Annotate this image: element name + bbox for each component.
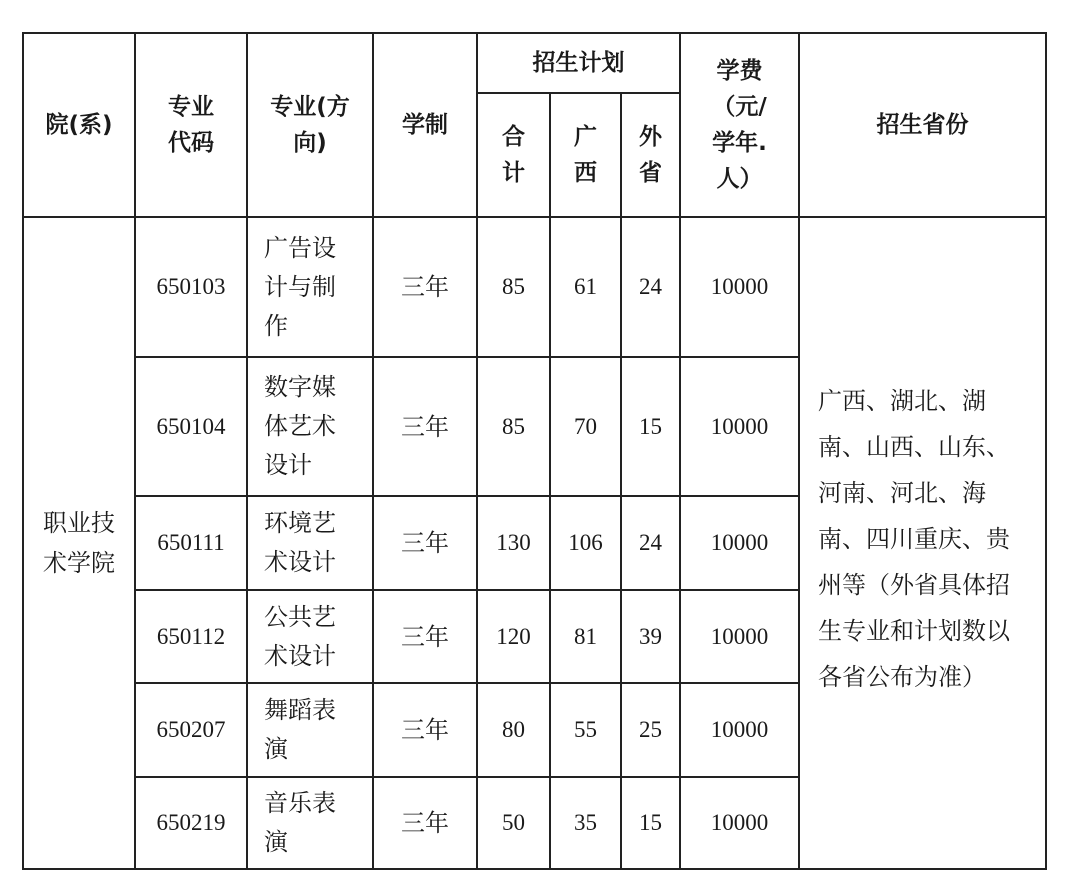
total-cell: 80 [477, 683, 550, 777]
header-duration: 学制 [373, 33, 477, 217]
major-cell: 广告设计与制作 [247, 217, 373, 357]
duration-cell: 三年 [373, 683, 477, 777]
provinces-cell: 广西、湖北、湖南、山西、山东、河南、河北、海南、四川重庆、贵州等（外省具体招生专业和计划数以各省公布为准） [799, 217, 1046, 869]
other-cell: 15 [621, 357, 680, 496]
header-row-1 [23, 33, 1046, 93]
header-dept: 院(系) [23, 33, 135, 217]
duration-cell: 三年 [373, 496, 477, 590]
fee-cell: 10000 [680, 683, 799, 777]
fee-cell: 10000 [680, 590, 799, 683]
major-cell: 舞蹈表演 [247, 683, 373, 777]
duration-cell: 三年 [373, 357, 477, 496]
total-cell: 130 [477, 496, 550, 590]
duration-cell: 三年 [373, 217, 477, 357]
total-cell: 85 [477, 357, 550, 496]
fee-cell: 10000 [680, 496, 799, 590]
header-code: 专业代码 [135, 33, 247, 217]
header-plan: 招生计划 [477, 33, 680, 93]
gx-cell: 106 [550, 496, 621, 590]
code-cell: 650207 [135, 683, 247, 777]
header-total: 合计 [477, 93, 550, 217]
header-gx: 广西 [550, 93, 621, 217]
other-cell: 39 [621, 590, 680, 683]
fee-cell: 10000 [680, 357, 799, 496]
gx-cell: 81 [550, 590, 621, 683]
total-cell: 85 [477, 217, 550, 357]
major-cell: 数字媒体艺术设计 [247, 357, 373, 496]
header-other: 外省 [621, 93, 680, 217]
header-major: 专业(方向) [247, 33, 373, 217]
total-cell: 120 [477, 590, 550, 683]
total-cell: 50 [477, 777, 550, 869]
other-cell: 15 [621, 777, 680, 869]
header-fee: 学费（元/学年.人） [680, 33, 799, 217]
fee-cell: 10000 [680, 777, 799, 869]
code-cell: 650219 [135, 777, 247, 869]
header-provinces: 招生省份 [799, 33, 1046, 217]
major-cell: 环境艺术设计 [247, 496, 373, 590]
major-cell: 公共艺术设计 [247, 590, 373, 683]
enrollment-table [22, 32, 1047, 870]
other-cell: 24 [621, 496, 680, 590]
gx-cell: 55 [550, 683, 621, 777]
gx-cell: 35 [550, 777, 621, 869]
code-cell: 650111 [135, 496, 247, 590]
major-cell: 音乐表演 [247, 777, 373, 869]
other-cell: 25 [621, 683, 680, 777]
code-cell: 650103 [135, 217, 247, 357]
gx-cell: 61 [550, 217, 621, 357]
code-cell: 650112 [135, 590, 247, 683]
fee-cell: 10000 [680, 217, 799, 357]
code-cell: 650104 [135, 357, 247, 496]
duration-cell: 三年 [373, 777, 477, 869]
department-cell: 职业技术学院 [23, 217, 135, 869]
other-cell: 24 [621, 217, 680, 357]
table-row [23, 217, 1046, 357]
duration-cell: 三年 [373, 590, 477, 683]
gx-cell: 70 [550, 357, 621, 496]
